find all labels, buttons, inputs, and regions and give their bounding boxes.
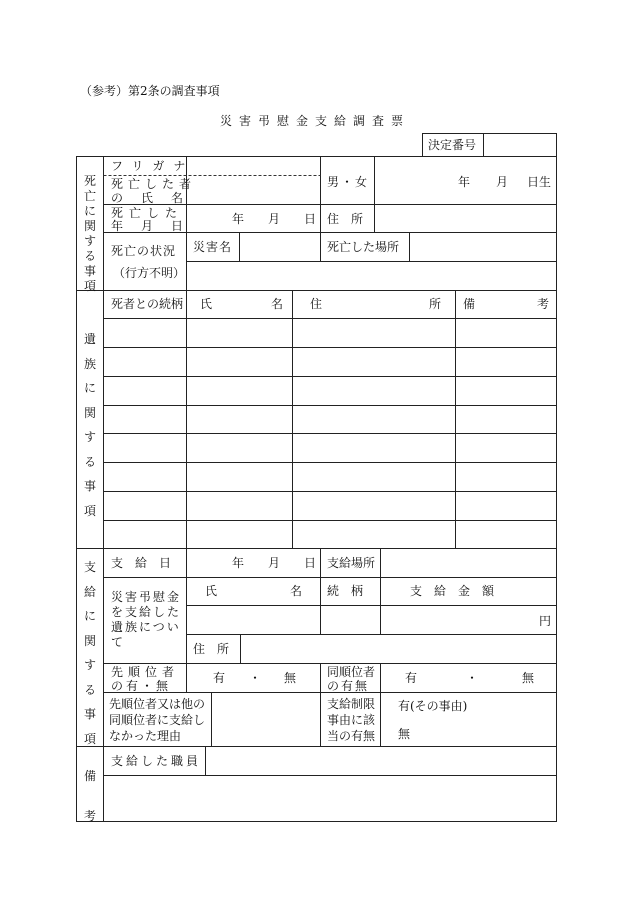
recipient-label-1: 災害弔慰金 <box>111 590 182 604</box>
death-year-unit: 年 <box>232 212 245 226</box>
missing-status-field[interactable] <box>187 262 556 290</box>
death-place-field[interactable] <box>410 233 556 261</box>
recipient-col-relation: 続 柄 <box>327 584 364 598</box>
recipient-label-4: て <box>111 635 124 649</box>
deceased-name-label: 死亡した者 <box>111 177 197 191</box>
same-rank-label-1: 同順位者 <box>327 665 376 679</box>
unpaid-reason-label-1: 先順位者又は他の <box>109 697 206 711</box>
death-date-label-2: 年 月 日 <box>111 219 187 233</box>
staff-field[interactable] <box>206 747 556 775</box>
recipient-relation-field[interactable] <box>321 606 380 634</box>
restriction-label-3: 当の有無 <box>327 729 376 743</box>
recipient-col-name-a: 氏 <box>205 584 218 598</box>
recipient-label-3: 遺族につい <box>111 620 181 634</box>
payment-year-unit: 年 <box>232 556 245 570</box>
remarks-field[interactable] <box>104 776 556 821</box>
payment-day-unit: 日 <box>304 556 317 570</box>
family-col-name-b: 名 <box>271 297 284 311</box>
prior-heir-yes[interactable]: 有 <box>213 671 226 685</box>
payment-place-field[interactable] <box>381 549 556 577</box>
furigana-label: フリガナ <box>111 159 195 173</box>
same-rank-yes[interactable]: 有 <box>405 671 418 685</box>
payment-amount-field[interactable] <box>381 606 531 634</box>
prior-heir-label-1: 先順位者 <box>111 665 180 679</box>
deceased-name-field[interactable] <box>187 157 320 204</box>
restriction-label-2: 事由に該 <box>327 713 376 727</box>
restriction-label-1: 支給制限 <box>327 697 376 711</box>
family-section-label: 遺 族 に 関 す る 事 項 <box>83 332 96 518</box>
same-rank-dot: ・ <box>466 671 479 685</box>
unpaid-reason-label-2: 同順位者に支給し <box>109 713 206 727</box>
sex-options[interactable]: 男・女 <box>327 175 370 189</box>
restriction-yes[interactable]: 有(その事由) <box>398 699 468 713</box>
birth-year-unit: 年 <box>458 175 471 189</box>
payment-place-label: 支給場所 <box>327 556 376 570</box>
payment-section-label: 支 給 に 関 す る 事 項 <box>83 560 96 746</box>
payment-month-unit: 月 <box>268 556 281 570</box>
restriction-no[interactable]: 無 <box>398 727 411 741</box>
family-col-address-b: 所 <box>429 297 442 311</box>
death-section-label: 死 亡 に 関 す る 事 項 <box>83 174 96 293</box>
same-rank-label-2: の有無 <box>327 679 370 693</box>
recipient-label-2: を支給した <box>111 605 182 619</box>
missing-label: （行方不明） <box>113 266 186 280</box>
birth-day-unit: 日生 <box>527 175 552 189</box>
unpaid-reason-field[interactable] <box>212 693 320 746</box>
prior-heir-dot: ・ <box>249 671 262 685</box>
reference-label: （参考）第2条の調査事項 <box>80 84 220 98</box>
recipient-col-amount: 支 給 金 額 <box>410 584 495 598</box>
decision-number-label: 決定番号 <box>428 138 477 152</box>
yen-unit: 円 <box>539 614 552 628</box>
recipient-name-field[interactable] <box>187 606 320 634</box>
unpaid-reason-label-3: なかった理由 <box>109 729 182 743</box>
prior-heir-label-2: の有・無 <box>111 679 172 693</box>
prior-heir-no[interactable]: 無 <box>284 671 297 685</box>
death-status-label: 死亡の状況 <box>111 244 177 258</box>
recipient-col-name-b: 名 <box>290 584 303 598</box>
deceased-name-label-2: の 氏 名 <box>111 191 187 205</box>
disaster-name-field[interactable] <box>240 233 320 261</box>
family-col-name-a: 氏 <box>200 297 213 311</box>
family-col-notes-a: 備 <box>463 297 476 311</box>
birth-month-unit: 月 <box>496 175 509 189</box>
same-rank-no[interactable]: 無 <box>522 671 535 685</box>
family-col-relation: 死者との続柄 <box>111 297 184 311</box>
form-title: 災害弔慰金支給調査票 <box>219 114 410 128</box>
death-month-unit: 月 <box>268 212 281 226</box>
recipient-address-label: 住 所 <box>193 642 230 656</box>
death-address-field[interactable] <box>375 205 556 232</box>
payment-date-label: 支 給 日 <box>111 556 172 570</box>
staff-label: 支給した職員 <box>111 754 202 768</box>
family-col-notes-b: 考 <box>537 297 550 311</box>
disaster-name-label: 災害名 <box>193 240 233 254</box>
recipient-address-field[interactable] <box>241 635 556 663</box>
family-col-address-a: 住 <box>310 297 323 311</box>
death-address-label: 住 所 <box>327 212 364 226</box>
death-day-unit: 日 <box>304 212 317 226</box>
death-place-label: 死亡した場所 <box>327 240 400 254</box>
death-date-label: 死亡した <box>111 206 184 220</box>
remarks-section-label: 備 考 <box>83 769 96 823</box>
